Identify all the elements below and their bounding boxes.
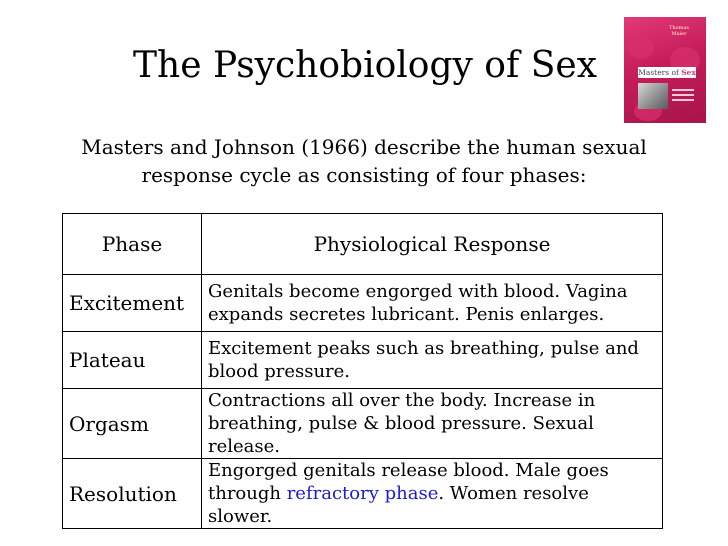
phase-cell: Orgasm [63, 389, 202, 459]
cover-text-line [672, 99, 694, 101]
response-cell [202, 459, 663, 529]
cover-title-prefix: Masters of [638, 68, 682, 77]
cover-title [638, 67, 696, 78]
cover-blob [628, 37, 654, 59]
cover-text-line [672, 94, 694, 96]
header-response: Physiological Response [202, 214, 663, 275]
phases-table [62, 213, 663, 529]
phase-cell: Resolution [63, 459, 202, 529]
response-cell: Genitals become engorged with blood. Vagina expands secretes lubricant. Penis enlarges. [202, 275, 663, 332]
intro-text: Masters and Johnson (1966) describe the human sexual response cycle as consisting of four phases: [81, 135, 647, 187]
cover-photo [638, 83, 668, 109]
table-row [63, 332, 663, 389]
table-row [63, 389, 663, 459]
cover-author: Thomas Maier [669, 25, 689, 37]
response-text: . Women resolve slower. [208, 483, 589, 527]
table-header-row [63, 214, 663, 275]
response-cell: Excitement peaks such as breathing, pulse and blood pressure. [202, 332, 663, 389]
cover-title-accent: Sex [681, 68, 696, 77]
phase-cell: Plateau [63, 332, 202, 389]
response-cell: Contractions all over the body. Increase in breathing, pulse & blood pressure. Sexual release. [202, 389, 663, 459]
cover-text-line [672, 89, 694, 91]
header-phase: Phase [63, 214, 202, 275]
table-row [63, 275, 663, 332]
response-text: Engorged genitals release blood. Male goes through [208, 460, 609, 504]
slide-title: The Psychobiology of Sex [133, 45, 597, 86]
table-row [63, 459, 663, 529]
refractory-phase-link[interactable]: refractory phase [286, 483, 439, 504]
phase-cell: Excitement [63, 275, 202, 332]
book-cover-image [624, 17, 706, 123]
